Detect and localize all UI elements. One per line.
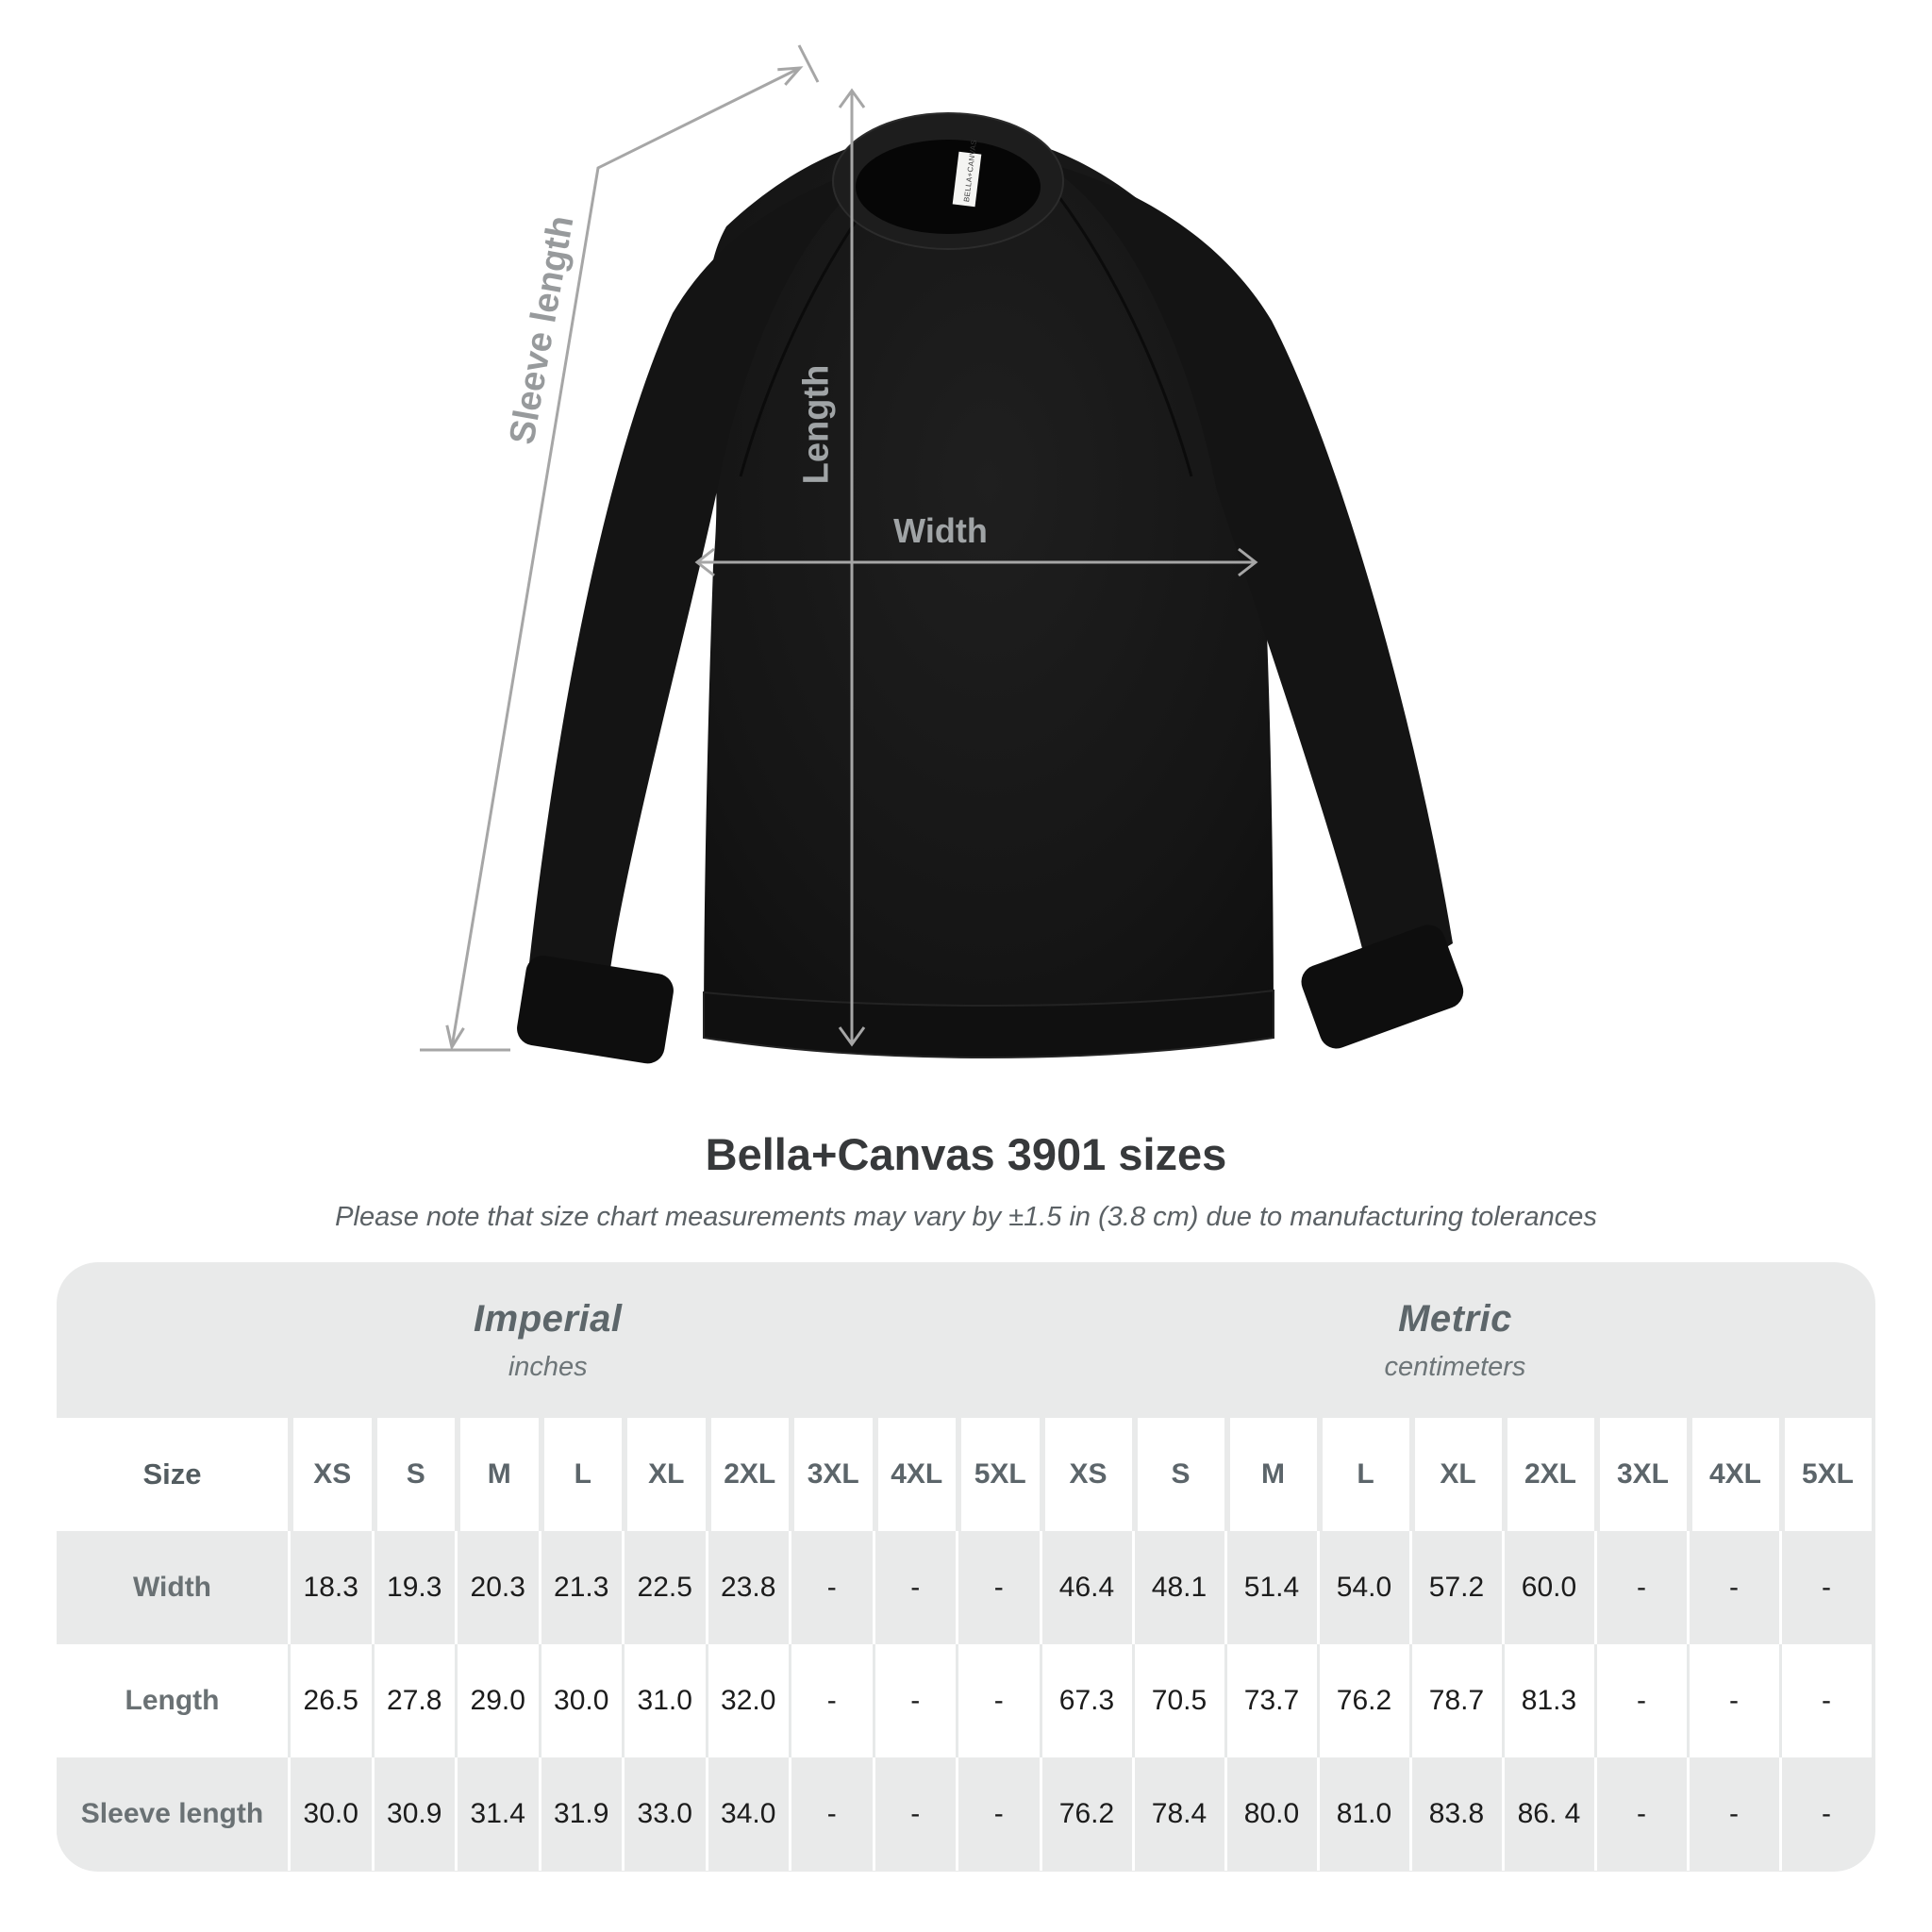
brand-tag-text: BELLA+CANVAS — [962, 139, 979, 203]
value-cell-imperial-4XL: - — [873, 1644, 957, 1757]
value-cell-imperial-3XL: - — [789, 1757, 873, 1871]
value-cell-metric-2XL: 81.3 — [1502, 1644, 1594, 1757]
value-cell-metric-4XL: - — [1687, 1644, 1779, 1757]
length-label: Length — [796, 364, 837, 485]
table-group-header-row — [57, 1262, 1875, 1418]
width-label: Width — [893, 511, 988, 550]
value-cell-metric-S: 48.1 — [1132, 1531, 1224, 1644]
size-header-imperial-2XL: 2XL — [706, 1418, 790, 1531]
row-label: Sleeve length — [57, 1757, 288, 1871]
value-cell-metric-L: 76.2 — [1317, 1644, 1409, 1757]
value-cell-metric-XS: 67.3 — [1040, 1644, 1132, 1757]
table-row — [57, 1531, 1875, 1644]
row-label: Width — [57, 1531, 288, 1644]
value-cell-imperial-L: 30.0 — [539, 1644, 623, 1757]
value-cell-metric-2XL: 60.0 — [1502, 1531, 1594, 1644]
imperial-group-title: Imperial — [474, 1297, 623, 1340]
page-title: Bella+Canvas 3901 sizes — [705, 1129, 1227, 1179]
value-cell-metric-3XL: - — [1594, 1531, 1687, 1644]
value-cell-imperial-S: 27.8 — [372, 1644, 456, 1757]
size-header-metric-4XL: 4XL — [1687, 1418, 1779, 1531]
value-cell-metric-S: 70.5 — [1132, 1644, 1224, 1757]
value-cell-metric-4XL: - — [1687, 1531, 1779, 1644]
value-cell-imperial-XL: 31.0 — [622, 1644, 706, 1757]
value-cell-metric-4XL: - — [1687, 1757, 1779, 1871]
value-cell-metric-5XL: - — [1779, 1531, 1872, 1644]
size-header-imperial-M: M — [455, 1418, 539, 1531]
table-row — [57, 1757, 1875, 1871]
size-header-metric-M: M — [1224, 1418, 1317, 1531]
value-cell-metric-M: 80.0 — [1224, 1757, 1317, 1871]
size-header-row — [57, 1418, 1875, 1531]
size-table — [57, 1262, 1875, 1872]
value-cell-imperial-XL: 33.0 — [622, 1757, 706, 1871]
value-cell-metric-3XL: - — [1594, 1757, 1687, 1871]
value-cell-imperial-M: 20.3 — [455, 1531, 539, 1644]
value-cell-imperial-L: 31.9 — [539, 1757, 623, 1871]
size-header-metric-XS: XS — [1040, 1418, 1132, 1531]
value-cell-metric-XL: 83.8 — [1409, 1757, 1502, 1871]
value-cell-imperial-M: 31.4 — [455, 1757, 539, 1871]
value-cell-imperial-XS: 30.0 — [288, 1757, 372, 1871]
value-cell-metric-5XL: - — [1779, 1644, 1872, 1757]
value-cell-metric-XS: 76.2 — [1040, 1757, 1132, 1871]
metric-group-header — [1040, 1262, 1872, 1418]
value-cell-imperial-2XL: 32.0 — [706, 1644, 790, 1757]
size-header-imperial-L: L — [539, 1418, 623, 1531]
table-body — [57, 1531, 1875, 1871]
value-cell-imperial-4XL: - — [873, 1757, 957, 1871]
sweatshirt-collar — [833, 113, 1063, 249]
row-label: Length — [57, 1644, 288, 1757]
value-cell-imperial-5XL: - — [956, 1644, 1040, 1757]
value-cell-metric-XL: 57.2 — [1409, 1531, 1502, 1644]
imperial-group-header — [57, 1262, 1040, 1418]
table-row — [57, 1644, 1875, 1757]
value-cell-imperial-3XL: - — [789, 1531, 873, 1644]
imperial-group-sublabel: inches — [508, 1351, 588, 1382]
metric-group-sublabel: centimeters — [1384, 1351, 1526, 1382]
size-column-header: Size — [57, 1418, 288, 1531]
size-header-metric-3XL: 3XL — [1594, 1418, 1687, 1531]
sleeve-length-label: Sleeve length — [502, 212, 582, 448]
size-header-imperial-S: S — [372, 1418, 456, 1531]
value-cell-metric-XL: 78.7 — [1409, 1644, 1502, 1757]
value-cell-imperial-S: 19.3 — [372, 1531, 456, 1644]
value-cell-imperial-4XL: - — [873, 1531, 957, 1644]
size-header-metric-5XL: 5XL — [1779, 1418, 1872, 1531]
value-cell-imperial-S: 30.9 — [372, 1757, 456, 1871]
value-cell-imperial-XL: 22.5 — [622, 1531, 706, 1644]
size-header-metric-XL: XL — [1409, 1418, 1502, 1531]
size-header-imperial-XL: XL — [622, 1418, 706, 1531]
value-cell-imperial-M: 29.0 — [455, 1644, 539, 1757]
size-header-imperial-3XL: 3XL — [789, 1418, 873, 1531]
value-cell-metric-M: 73.7 — [1224, 1644, 1317, 1757]
value-cell-metric-S: 78.4 — [1132, 1757, 1224, 1871]
value-cell-imperial-3XL: - — [789, 1644, 873, 1757]
size-header-imperial-XS: XS — [288, 1418, 372, 1531]
value-cell-metric-L: 81.0 — [1317, 1757, 1409, 1871]
value-cell-imperial-2XL: 23.8 — [706, 1531, 790, 1644]
value-cell-metric-XS: 46.4 — [1040, 1531, 1132, 1644]
value-cell-metric-3XL: - — [1594, 1644, 1687, 1757]
value-cell-metric-L: 54.0 — [1317, 1531, 1409, 1644]
size-header-imperial-4XL: 4XL — [873, 1418, 957, 1531]
page-subtitle: Please note that size chart measurements may vary by ±1.5 in (3.8 cm) due to manufacturing tolerances — [335, 1202, 1597, 1232]
value-cell-imperial-L: 21.3 — [539, 1531, 623, 1644]
size-header-metric-2XL: 2XL — [1502, 1418, 1594, 1531]
size-header-metric-S: S — [1132, 1418, 1224, 1531]
value-cell-imperial-XS: 18.3 — [288, 1531, 372, 1644]
value-cell-imperial-5XL: - — [956, 1531, 1040, 1644]
metric-group-title: Metric — [1398, 1297, 1512, 1340]
size-header-imperial-5XL: 5XL — [956, 1418, 1040, 1531]
value-cell-metric-5XL: - — [1779, 1757, 1872, 1871]
value-cell-imperial-XS: 26.5 — [288, 1644, 372, 1757]
value-cell-metric-2XL: 86. 4 — [1502, 1757, 1594, 1871]
value-cell-imperial-2XL: 34.0 — [706, 1757, 790, 1871]
size-header-metric-L: L — [1317, 1418, 1409, 1531]
value-cell-metric-M: 51.4 — [1224, 1531, 1317, 1644]
value-cell-imperial-5XL: - — [956, 1757, 1040, 1871]
